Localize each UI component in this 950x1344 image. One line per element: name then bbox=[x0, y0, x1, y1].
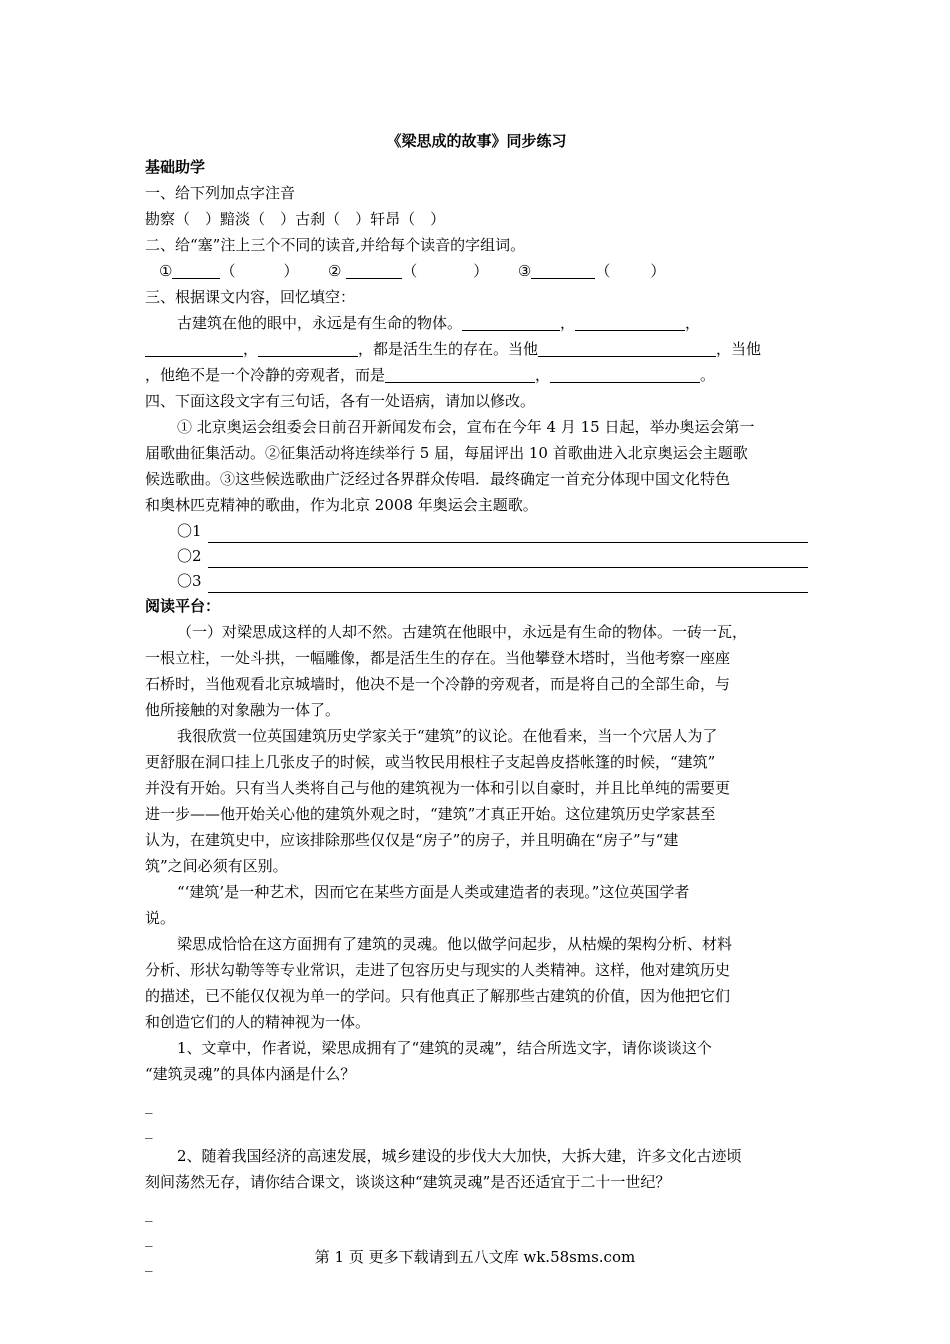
q2-num-2: ② bbox=[328, 262, 342, 280]
question-line: 刻间荡然无存，请你结合课文，谈谈这种“建筑灵魂”是否还适宜于二十一世纪？ bbox=[145, 1173, 671, 1191]
q4-passage-line: 候选歌曲。③这些候选歌曲广泛经过各界群众传唱．最终确定一首充分体现中国文化特色 bbox=[145, 470, 731, 488]
paren-right: ） bbox=[650, 262, 666, 280]
paragraph-line: 认为，在建筑史中，应该排除那些仅仅是“房子”的房子，并且明确在“房子”与“建 bbox=[145, 831, 679, 849]
paren-left: （ bbox=[402, 262, 418, 280]
q3-comma: ， bbox=[535, 366, 551, 384]
answer-dash[interactable]: _ bbox=[145, 1254, 153, 1272]
q3-line-1 bbox=[145, 310, 808, 336]
plain-char: 古 bbox=[295, 210, 311, 228]
page-footer: 第 1 页 更多下载请到五八文库 wk.58sms.com bbox=[314, 1248, 636, 1266]
question-line: “建筑灵魂”的具体内涵是什么？ bbox=[145, 1065, 356, 1083]
answer-label: 〇1 bbox=[177, 522, 202, 540]
plain-char: 察 bbox=[160, 210, 176, 228]
paragraph-line: 石桥时，当他观看北京城墙时，他决不是一个冷静的旁观者，而是将自己的全部生命，与 bbox=[145, 675, 731, 693]
q4-prompt: 四、下面这段文字有三句话，各有一处语病，请加以修改。 bbox=[145, 392, 536, 410]
reading-paragraph-3 bbox=[145, 879, 808, 931]
plain-char: 淡 bbox=[235, 210, 251, 228]
paragraph-line: 我很欣赏一位英国建筑历史学家关于“建筑”的议论。在他看来，当一个穴居人为了 bbox=[177, 727, 718, 745]
answer-dash[interactable]: _ bbox=[145, 1204, 153, 1222]
fill-blank[interactable] bbox=[550, 367, 700, 383]
paragraph-line: “‘建筑’是一种艺术，因而它在某些方面是人类或建造者的表现。”这位英国学者 bbox=[177, 883, 690, 901]
paren-left: （ bbox=[220, 262, 236, 280]
q2-num-3: ③ bbox=[517, 262, 532, 280]
paragraph-line: 分析、形状勾勒等等专业常识，走进了包容历史与现实的人类精神。这样，他对建筑历史 bbox=[145, 961, 731, 979]
q4-passage-line: ① 北京奥运会组委会日前召开新闻发布会，宣布在今年 4 月 15 日起，举办奥运会第一 bbox=[177, 418, 755, 436]
section-heading-reading: 阅读平台： bbox=[145, 597, 221, 615]
q3-text: ，他绝不是一个冷静的旁观者，而是 bbox=[145, 366, 386, 384]
fill-blank[interactable] bbox=[258, 341, 358, 357]
dotted-char: 勘 bbox=[145, 206, 160, 232]
pinyin-blank: （ ） bbox=[175, 210, 221, 228]
worksheet-content bbox=[145, 128, 808, 1276]
fill-blank[interactable] bbox=[145, 341, 243, 357]
question-line: 2、随着我国经济的高速发展，城乡建设的步伐大大加快，大拆大建，许多文化古迹顷 bbox=[177, 1147, 742, 1165]
q2-num-1: ① bbox=[159, 262, 173, 280]
q3-comma: ， bbox=[243, 340, 259, 358]
q4-answer-3 bbox=[145, 568, 808, 593]
paragraph-line: 一根立柱，一处斗拱，一幅雕像，都是活生生的存在。当他攀登木塔时，当他考察一座座 bbox=[145, 649, 731, 667]
paren-right: ） bbox=[283, 262, 299, 280]
q4-answer-1 bbox=[145, 518, 808, 543]
paragraph-line: 和创造它们的人的精神视为一体。 bbox=[145, 1013, 371, 1031]
plain-char: 昂 bbox=[385, 210, 401, 228]
pinyin-blank: （ ） bbox=[325, 210, 371, 228]
section-heading-basic: 基础助学 bbox=[145, 158, 206, 176]
q3-line-2 bbox=[145, 336, 808, 362]
paragraph-line: 的描述，已不能仅仅视为单一的学问。只有他真正了解那些古建筑的价值，因为他把它们 bbox=[145, 987, 731, 1005]
q3-text: 。 bbox=[700, 366, 716, 384]
answer-line[interactable] bbox=[208, 550, 808, 568]
q3-comma: ， bbox=[685, 314, 701, 332]
q4-passage-line: 和奥林匹克精神的歌曲，作为北京 2008 年奥运会主题歌。 bbox=[145, 496, 538, 514]
q3-text: 古建筑在他的眼中，永远是有生命的物体。 bbox=[177, 314, 463, 332]
answer-dash[interactable]: _ bbox=[145, 1121, 153, 1139]
answer-blank[interactable] bbox=[346, 263, 402, 279]
q3-text: ，都是活生生的存在。当他 bbox=[358, 340, 539, 358]
reading-paragraph-2 bbox=[145, 723, 808, 879]
q4-passage-line: 届歌曲征集活动。②征集活动将连续举行 5 届，每届评出 10 首歌曲进入北京奥运会主题歌 bbox=[145, 444, 748, 462]
paragraph-line: 并没有开始。只有当人类将自己与他的建筑视为一体和引以自豪时，并且比单纯的需要更 bbox=[145, 779, 731, 797]
question-line: 1、文章中，作者说，梁思成拥有了“建筑的灵魂”，结合所选文字，请你谈谈这个 bbox=[177, 1039, 712, 1057]
answer-blank[interactable] bbox=[531, 263, 595, 279]
q3-prompt: 三、根据课文内容，回忆填空： bbox=[145, 288, 356, 306]
paragraph-line: 筑”之间必须有区别。 bbox=[145, 857, 288, 875]
q1-prompt: 一、给下列加点字注音 bbox=[145, 184, 296, 202]
q1-words bbox=[145, 206, 808, 232]
answer-line[interactable] bbox=[208, 575, 808, 593]
paren-right: ） bbox=[473, 262, 489, 280]
reading-paragraph-1 bbox=[145, 619, 808, 723]
fill-blank[interactable] bbox=[385, 367, 535, 383]
reading-paragraph-4 bbox=[145, 931, 808, 1035]
answer-line[interactable] bbox=[208, 525, 808, 543]
answer-dash[interactable]: _ bbox=[145, 1096, 153, 1114]
answer-label: 〇2 bbox=[177, 547, 202, 565]
fill-blank[interactable] bbox=[538, 341, 716, 357]
answer-dash[interactable]: _ bbox=[145, 1229, 153, 1247]
q3-comma: ， bbox=[560, 314, 576, 332]
paragraph-line: 说。 bbox=[145, 909, 176, 927]
pinyin-blank: （ ） bbox=[250, 210, 296, 228]
q4-answer-2 bbox=[145, 543, 808, 568]
paren-left: （ bbox=[595, 262, 611, 280]
reading-question-1 bbox=[145, 1035, 808, 1087]
q4-passage bbox=[145, 414, 808, 518]
fill-blank[interactable] bbox=[575, 315, 685, 331]
paragraph-line: 更舒服在洞口挂上几张皮子的时候，或当牧民用根柱子支起兽皮搭帐篷的时候，“建筑” bbox=[145, 753, 716, 771]
paragraph-line: 梁思成恰恰在这方面拥有了建筑的灵魂。他以做学问起步，从枯燥的架构分析、材料 bbox=[177, 935, 733, 953]
q2-blanks bbox=[145, 258, 808, 284]
answer-label: 〇3 bbox=[177, 572, 202, 590]
dotted-char: 黯 bbox=[220, 206, 235, 232]
q3-text: ，当他 bbox=[716, 340, 762, 358]
reading-question-2 bbox=[145, 1143, 808, 1195]
q3-line-3 bbox=[145, 362, 808, 388]
paragraph-line: （一）对梁思成这样的人却不然。古建筑在他眼中，永远是有生命的物体。一砖一瓦， bbox=[177, 623, 748, 641]
paragraph-line: 他所接触的对象融为一体了。 bbox=[145, 701, 341, 719]
dotted-char: 轩 bbox=[370, 206, 385, 232]
page-title: 《梁思成的故事》同步练习 bbox=[386, 132, 567, 150]
dotted-char: 刹 bbox=[310, 206, 325, 232]
q2-prompt: 二、给“塞”注上三个不同的读音,并给每个读音的字组词。 bbox=[145, 236, 526, 254]
paragraph-line: 进一步——他开始关心他的建筑外观之时，“建筑”才真正开始。这位建筑历史学家甚至 bbox=[145, 805, 716, 823]
fill-blank[interactable] bbox=[462, 315, 560, 331]
answer-blank[interactable] bbox=[172, 263, 220, 279]
pinyin-blank: （ ） bbox=[400, 210, 446, 228]
